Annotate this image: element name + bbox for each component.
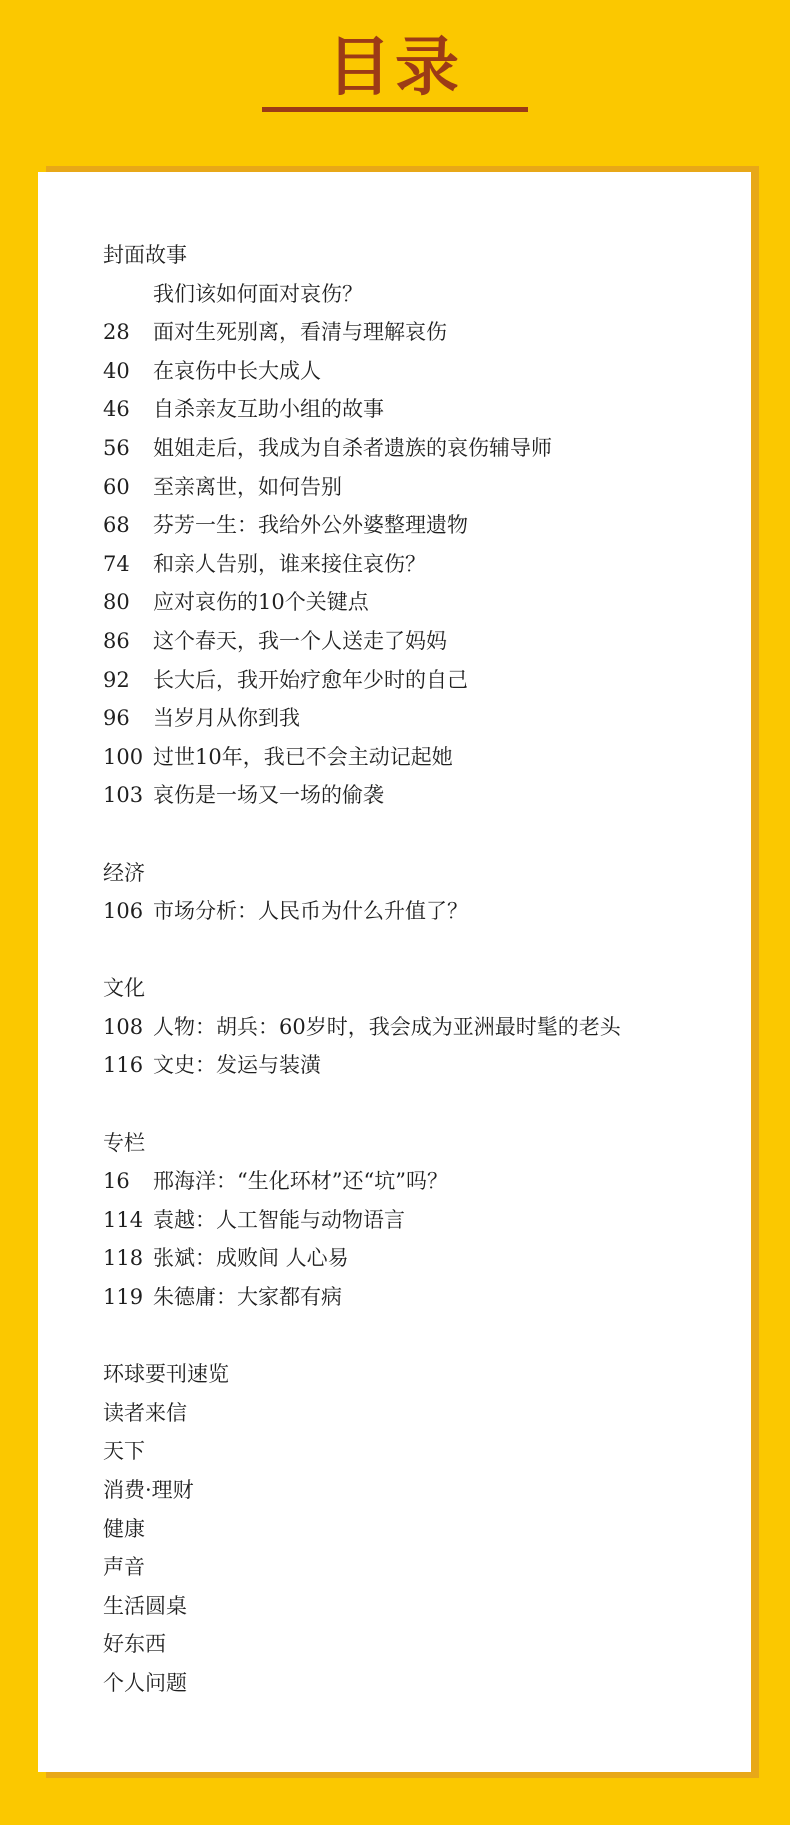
page-number: 56 <box>103 435 130 460</box>
toc-entry[interactable] <box>103 275 723 314</box>
title-underline <box>262 107 528 112</box>
entry-title: 人物：胡兵：60岁时，我会成为亚洲最时髦的老头 <box>153 1014 621 1039</box>
entry-title: 芬芳一生：我给外公外婆整理遗物 <box>153 513 468 538</box>
section-heading-columns: 专栏 <box>103 1130 145 1155</box>
page-number: 86 <box>103 628 130 653</box>
department-link[interactable]: 声音 <box>103 1555 145 1580</box>
entry-title: 长大后，我开始疗愈年少时的自己 <box>153 667 468 692</box>
department-link[interactable]: 个人问题 <box>103 1670 187 1695</box>
toc-entry[interactable] <box>103 313 723 352</box>
entry-title: 朱德庸：大家都有病 <box>153 1285 342 1310</box>
entry-title: 这个春天，我一个人送走了妈妈 <box>153 628 447 653</box>
entry-title: 袁越：人工智能与动物语言 <box>153 1207 405 1232</box>
entry-title: 应对哀伤的10个关键点 <box>153 590 369 615</box>
department-link[interactable]: 生活圆桌 <box>103 1593 187 1618</box>
toc-entry[interactable] <box>103 776 723 815</box>
entry-title: 自杀亲友互助小组的故事 <box>153 397 384 422</box>
entry-title: 哀伤是一场又一场的偷袭 <box>153 783 384 808</box>
page-number: 74 <box>103 551 130 576</box>
section-heading-cover: 封面故事 <box>103 243 187 267</box>
toc-entry[interactable] <box>103 352 723 391</box>
section-spacer <box>103 931 723 970</box>
entry-title: 过世10年，我已不会主动记起她 <box>153 744 453 769</box>
department-link[interactable]: 环球要刊速览 <box>103 1362 229 1387</box>
page-number: 96 <box>103 706 130 731</box>
toc-entry[interactable] <box>103 583 723 622</box>
entry-title: 文史：发运与装潢 <box>153 1053 321 1078</box>
toc-entry[interactable] <box>103 1278 723 1317</box>
page-number: 100 <box>103 744 144 769</box>
toc-entry[interactable] <box>103 1162 723 1201</box>
page-number: 28 <box>103 320 130 345</box>
toc-entry[interactable] <box>103 892 723 931</box>
entry-title: 当岁月从你到我 <box>153 706 300 731</box>
page-number: 92 <box>103 667 130 692</box>
entry-title: 市场分析：人民币为什么升值了？ <box>153 899 468 924</box>
section-heading-economy: 经济 <box>103 860 145 885</box>
department-link[interactable]: 读者来信 <box>103 1400 187 1425</box>
entry-title: 在哀伤中长大成人 <box>153 358 321 383</box>
toc-entry[interactable] <box>103 661 723 700</box>
section-spacer <box>103 1085 723 1124</box>
section-heading-culture: 文化 <box>103 976 145 1001</box>
entry-title: 张斌：成败间 人心易 <box>153 1246 349 1271</box>
page-number: 46 <box>103 397 130 422</box>
toc-entry[interactable] <box>103 506 723 545</box>
entry-title: 至亲离世，如何告别 <box>153 474 342 499</box>
page-number: 40 <box>103 358 130 383</box>
department-link[interactable]: 天下 <box>103 1439 145 1464</box>
department-link[interactable]: 好东西 <box>103 1632 166 1657</box>
section-spacer <box>103 1317 723 1356</box>
page-number: 68 <box>103 513 130 538</box>
toc-entry[interactable] <box>103 1008 723 1047</box>
page-number: 108 <box>103 1014 144 1039</box>
page-number: 114 <box>103 1207 144 1232</box>
page-number: 60 <box>103 474 130 499</box>
toc-entry[interactable] <box>103 1201 723 1240</box>
page-number: 118 <box>103 1246 144 1271</box>
entry-title: 和亲人告别，谁来接住哀伤？ <box>153 551 426 576</box>
entry-title: 姐姐走后，我成为自杀者遗族的哀伤辅导师 <box>153 435 552 460</box>
toc-entry[interactable] <box>103 545 723 584</box>
entry-title: 邢海洋：“生化环材”还“坑”吗？ <box>153 1169 448 1194</box>
page-number: 106 <box>103 899 144 924</box>
department-link[interactable]: 消费·理财 <box>103 1478 194 1502</box>
toc-entry[interactable] <box>103 699 723 738</box>
toc-entry[interactable] <box>103 738 723 777</box>
page-number: 16 <box>103 1169 130 1194</box>
toc-entry[interactable] <box>103 468 723 507</box>
section-spacer <box>103 815 723 854</box>
page-number: 119 <box>103 1285 144 1310</box>
entry-title: 我们该如何面对哀伤？ <box>153 281 363 306</box>
toc-entry[interactable] <box>103 622 723 661</box>
toc-entry[interactable] <box>103 390 723 429</box>
table-of-contents <box>103 236 723 1703</box>
page-number: 116 <box>103 1053 144 1078</box>
toc-entry[interactable] <box>103 429 723 468</box>
page-number: 80 <box>103 590 130 615</box>
page-title: 目录 <box>327 31 463 105</box>
toc-entry[interactable] <box>103 1239 723 1278</box>
toc-entry[interactable] <box>103 1046 723 1085</box>
page-number: 103 <box>103 783 144 808</box>
entry-title: 面对生死别离，看清与理解哀伤 <box>153 320 447 345</box>
department-link[interactable]: 健康 <box>103 1516 145 1541</box>
